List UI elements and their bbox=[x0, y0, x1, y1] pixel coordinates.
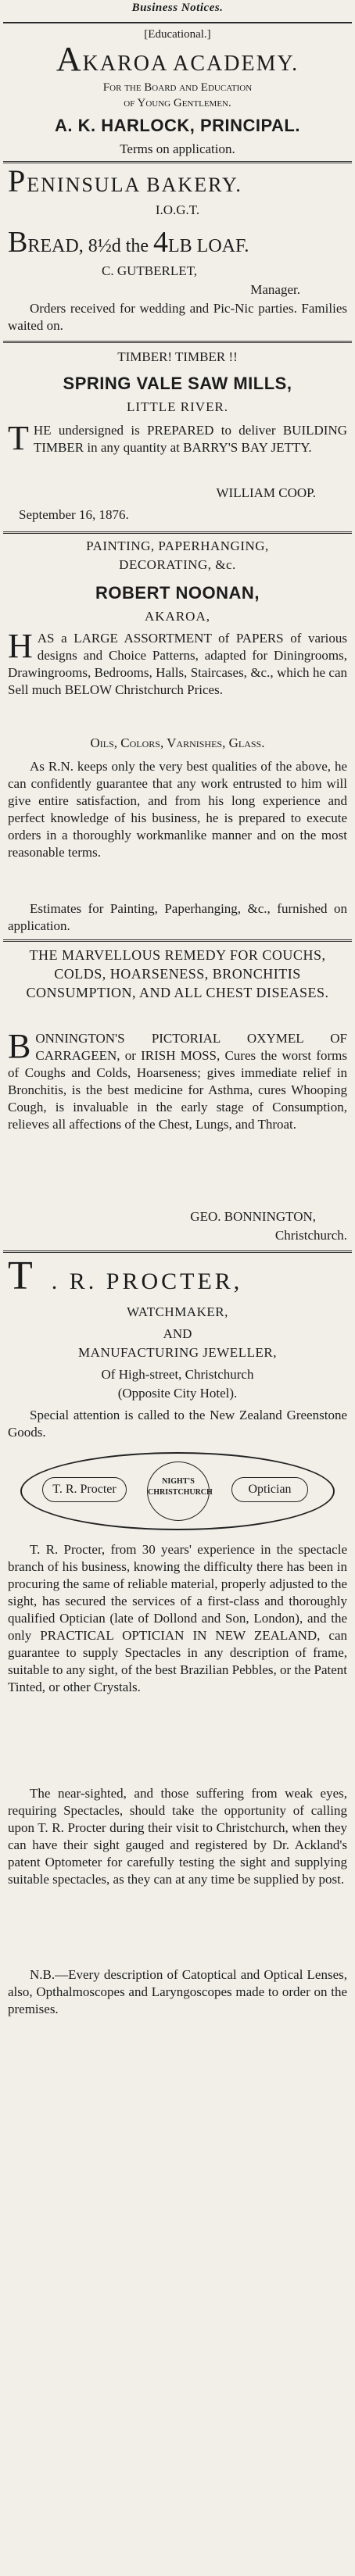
bakery-bread-cap: B bbox=[8, 226, 28, 259]
remedy-owner: GEO. BONNINGTON, bbox=[190, 1209, 316, 1224]
procter-emblem bbox=[8, 1447, 347, 1535]
emblem-oval bbox=[20, 1452, 335, 1530]
bakery-loaf-rest: LB LOAF. bbox=[168, 236, 249, 256]
section-label: [Educational.] bbox=[144, 28, 211, 41]
remedy-heading: THE MARVELLOUS REMEDY FOR COUCHS, COLDS, HOARSENESS, BRONCHITIS CONSUMPTION, AND ALL CHEST DISEASES. bbox=[26, 947, 329, 1000]
remedy-body-text: ONNINGTON'S PICTORIAL OXYMEL OF CARRAGEEN, or IRISH MOSS, Cures the worst forms of Coughs and Colds, Hoarseness; gives immediate relief in Bronchitis, is the best medicine for Asthma, cures Whooping Cough, is invaluable in the early stage of Consumption, relieves all affections of the Chest, Lungs, and Throat. bbox=[8, 1031, 347, 1132]
painting-body-text: AS a LARGE ASSORTMENT of PAPERS of various designs and Choice Patterns, adapted for Diningrooms, Drawingrooms, Bedrooms, Halls, Staircases, &c., which he can Sell much BELOW Christchurch Prices. bbox=[8, 631, 347, 697]
academy-title-rest: KAROA ACADEMY. bbox=[82, 52, 299, 76]
academy-line1: For the Board and Education bbox=[102, 81, 253, 94]
painting-para1: As R.N. keeps only the very best qualities of the above, he can confidently guarantee that any work entrusted to him will give entire satisfaction, and from his long experience and perfect knowledge of his business, he is prepared to execute orders in a thoroughly workmanlike manner and on the most reasonable terms. bbox=[8, 759, 347, 860]
bakery-bread bbox=[8, 227, 347, 262]
painting-para2: Estimates for Painting, Paperhanging, &c., furnished on application. bbox=[8, 901, 347, 933]
remedy-place: Christchurch. bbox=[274, 1228, 347, 1243]
painting-body bbox=[8, 627, 347, 699]
bakery-title bbox=[8, 163, 347, 199]
rule bbox=[3, 1250, 352, 1253]
rule bbox=[3, 341, 352, 343]
emblem-center-text: NIGHT'S CHRISTCHURCH bbox=[148, 1477, 213, 1497]
procter-street: Of High-street, Christchurch bbox=[101, 1367, 254, 1382]
timber-place: LITTLE RIVER. bbox=[126, 399, 229, 414]
timber-body-text: HE undersigned is PREPARED to deliver BUILDING TIMBER in any quantity at BARRY'S BAY JETTY. bbox=[33, 423, 347, 455]
procter-opposite: (Opposite City Hotel). bbox=[117, 1386, 238, 1401]
academy-title-cap: A bbox=[56, 40, 83, 78]
timber-body bbox=[8, 419, 347, 457]
procter-special: Special attention is called to the New Zealand Greenstone Goods. bbox=[8, 1408, 347, 1440]
academy-line2: of Young Gentlemen. bbox=[124, 97, 231, 109]
painting-heading2: DECORATING, &c. bbox=[119, 557, 236, 572]
timber-mills: SPRING VALE SAW MILLS, bbox=[63, 374, 292, 393]
bakery-title-rest: ENINSULA BAKERY. bbox=[27, 174, 242, 196]
bakery-title-cap: P bbox=[8, 163, 27, 199]
bakery-bread-rest: READ, 8½d the bbox=[27, 236, 149, 256]
bakery-orders: Orders received for wedding and Pic-Nic parties. Families waited on. bbox=[8, 301, 347, 333]
procter-para3: N.B.—Every description of Catoptical and Optical Lenses, also, Opthalmoscopes and Laryngoscopes made to order on the premises. bbox=[8, 1967, 347, 2016]
bakery-loaf-num: 4 bbox=[153, 226, 169, 259]
remedy-dropcap: B bbox=[8, 1027, 31, 1065]
emblem-left-label: T. R. Procter bbox=[42, 1477, 127, 1502]
painting-place: AKAROA, bbox=[145, 609, 210, 624]
painting-heading1: PAINTING, PAPERHANGING, bbox=[86, 538, 269, 553]
procter-and: AND bbox=[163, 1326, 192, 1341]
procter-title bbox=[8, 1254, 347, 1301]
procter-role2: MANUFACTURING JEWELLER, bbox=[78, 1345, 277, 1360]
procter-para2: The near-sighted, and those suffering from weak eyes, requiring Spectacles, should take the opportunity of calling upon T. R. Procter during their visit to Christchurch, when they can have their sight gauged and registered by Dr. Ackland's patent Optometer for carefully testing the sight and supplying suitable spectacles, as they can at any time be supplied by post. bbox=[8, 1786, 347, 1887]
bakery-owner-title: Manager. bbox=[250, 282, 300, 297]
painting-name: ROBERT NOONAN, bbox=[95, 583, 260, 603]
painting-dropcap: H bbox=[8, 627, 33, 665]
academy-terms: Terms on application. bbox=[120, 141, 235, 156]
rule bbox=[3, 939, 352, 942]
rule bbox=[3, 531, 352, 534]
timber-owner: WILLIAM COOP. bbox=[216, 485, 316, 500]
emblem-right-label: Optician bbox=[231, 1477, 308, 1502]
bakery-owner: C. GUTBERLET, bbox=[102, 263, 197, 278]
timber-dropcap: T bbox=[8, 419, 29, 457]
timber-date: September 16, 1876. bbox=[19, 507, 129, 522]
rule bbox=[3, 161, 352, 163]
academy-title bbox=[8, 40, 347, 80]
procter-para1: T. R. Procter, from 30 years' experience in the spectacle branch of his business, knowing the difficulty there has been in procuring the same of reliable material, properly adjusted to the sight, has secured the services of a first-class and thoroughly qualified Optician (late of Dollond and Son, London), and the only PRACTICAL OPTICIAN IN NEW ZEALAND, can guarantee to supply Spectacles in any description of frame, suitable to any sight, of the best Brazilian Pebbles, or the Patent Tinted, or other Crystals. bbox=[8, 1542, 347, 1694]
remedy-body bbox=[8, 1027, 347, 1133]
procter-title-rest: . R. PROCTER, bbox=[51, 1268, 243, 1294]
academy-principal: A. K. HARLOCK, PRINCIPAL. bbox=[55, 116, 300, 135]
procter-role1: WATCHMAKER, bbox=[127, 1304, 228, 1319]
emblem-center-seal bbox=[147, 1462, 213, 1521]
column-header: Business Notices. bbox=[131, 2, 224, 14]
timber-heading: TIMBER! TIMBER !! bbox=[117, 349, 238, 364]
procter-title-cap: T bbox=[8, 1254, 36, 1298]
bakery-org: I.O.G.T. bbox=[155, 202, 200, 217]
rule bbox=[3, 22, 352, 23]
painting-oils: Oils, Colors, Varnishes, Glass. bbox=[90, 735, 265, 750]
